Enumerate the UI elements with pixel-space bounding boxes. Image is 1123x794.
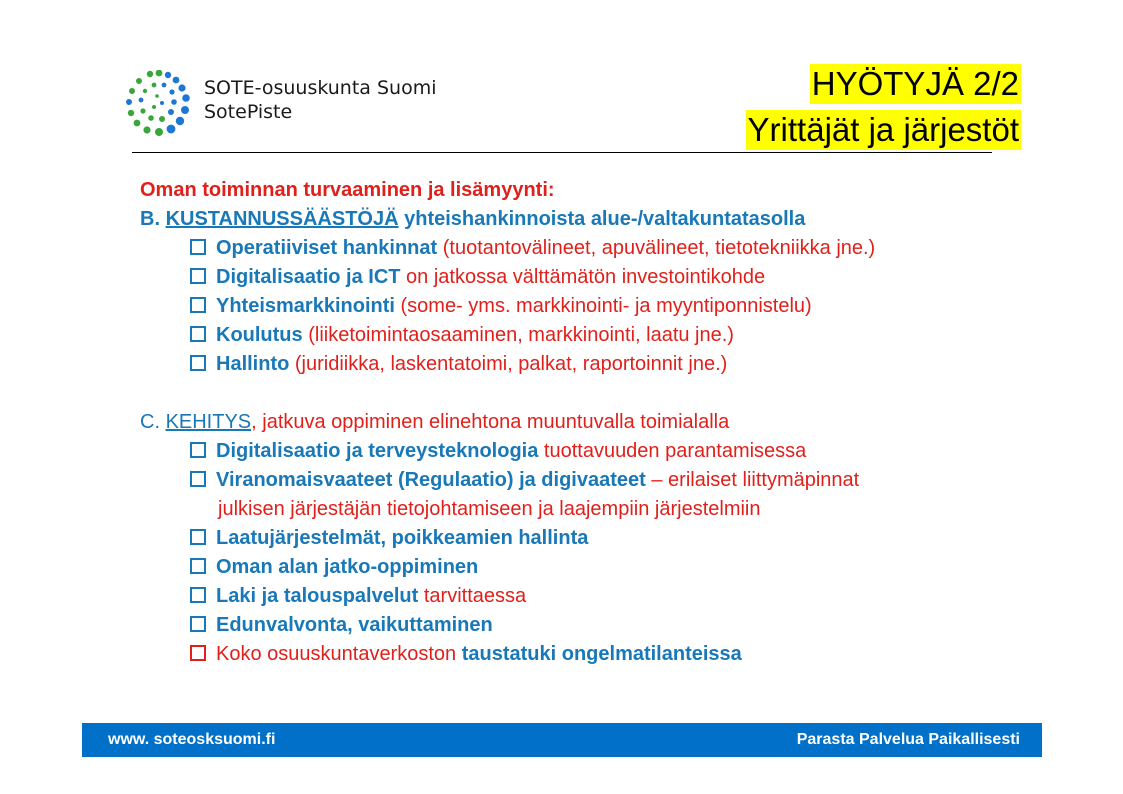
list-item: Oman alan jatko-oppiminen bbox=[140, 553, 1040, 582]
checkbox-icon bbox=[190, 645, 206, 661]
checkbox-icon bbox=[190, 442, 206, 458]
checkbox-icon bbox=[190, 471, 206, 487]
checkbox-icon bbox=[190, 326, 206, 342]
slide-content bbox=[140, 176, 1040, 669]
logo-line-2: SotePiste bbox=[204, 101, 293, 123]
slide-title bbox=[746, 64, 1021, 156]
spacer bbox=[140, 379, 1040, 408]
list-item: Laki ja talouspalvelut tarvittaessa bbox=[140, 582, 1040, 611]
list-item: Digitalisaatio ja terveysteknologia tuottavuuden parantamisessa bbox=[140, 437, 1040, 466]
header-divider bbox=[132, 152, 992, 153]
section-c-heading bbox=[140, 408, 1040, 437]
logo bbox=[124, 70, 464, 140]
section-c-keyword: KEHITYS bbox=[165, 411, 252, 433]
logo-text bbox=[204, 76, 437, 124]
footer-website: www. soteosksuomi.fi bbox=[108, 731, 276, 748]
list-item-continuation: julkisen järjestäjän tietojohtamiseen ja laajempiin järjestelmiin bbox=[218, 498, 761, 520]
sotepiste-logo-icon bbox=[124, 70, 194, 140]
section-b-heading bbox=[140, 205, 1040, 234]
checkbox-icon bbox=[190, 529, 206, 545]
list-item: Koulutus (liiketoimintaosaaminen, markkinointi, laatu jne.) bbox=[140, 321, 1040, 350]
footer-bar bbox=[82, 723, 1042, 757]
checkbox-icon bbox=[190, 268, 206, 284]
list-item: Laatujärjestelmät, poikkeamien hallinta bbox=[140, 524, 1040, 553]
checkbox-icon bbox=[190, 616, 206, 632]
section-b-prefix: B. bbox=[140, 208, 166, 230]
section-b-rest: yhteishankinnoista alue-/valtakuntatasolla bbox=[398, 208, 806, 230]
checkbox-icon bbox=[190, 587, 206, 603]
section-b-keyword: KUSTANNUSSÄÄSTÖJÄ bbox=[165, 208, 399, 230]
checkbox-icon bbox=[190, 297, 206, 313]
title-line-1: HYÖTYJÄ 2/2 bbox=[811, 65, 1019, 102]
section-c-rest: , jatkuva oppiminen elinehtona muuntuvalla toimialalla bbox=[251, 411, 730, 433]
list-item: Hallinto (juridiikka, laskentatoimi, palkat, raportoinnit jne.) bbox=[140, 350, 1040, 379]
footer-slogan: Parasta Palvelua Paikallisesti bbox=[796, 731, 1020, 748]
list-item: Yhteismarkkinointi (some- yms. markkinointi- ja myyntiponnistelu) bbox=[140, 292, 1040, 321]
list-item: Edunvalvonta, vaikuttaminen bbox=[140, 611, 1040, 640]
title-line-2: Yrittäjät ja järjestöt bbox=[747, 111, 1019, 148]
checkbox-icon bbox=[190, 558, 206, 574]
list-item: Viranomaisvaateet (Regulaatio) ja digivaateet – erilaiset liittymäpinnat bbox=[140, 466, 1040, 495]
list-item: Koko osuuskuntaverkoston taustatuki ongelmatilanteissa bbox=[140, 640, 1040, 669]
section-heading: Oman toiminnan turvaaminen ja lisämyynti: bbox=[140, 179, 555, 201]
checkbox-icon bbox=[190, 355, 206, 371]
list-item: Operatiiviset hankinnat (tuotantovälineet, apuvälineet, tietotekniikka jne.) bbox=[140, 234, 1040, 263]
section-c-prefix: C. bbox=[140, 411, 166, 433]
list-item: Digitalisaatio ja ICT on jatkossa välttämätön investointikohde bbox=[140, 263, 1040, 292]
logo-line-1: SOTE-osuuskunta Suomi bbox=[204, 77, 437, 99]
checkbox-icon bbox=[190, 239, 206, 255]
